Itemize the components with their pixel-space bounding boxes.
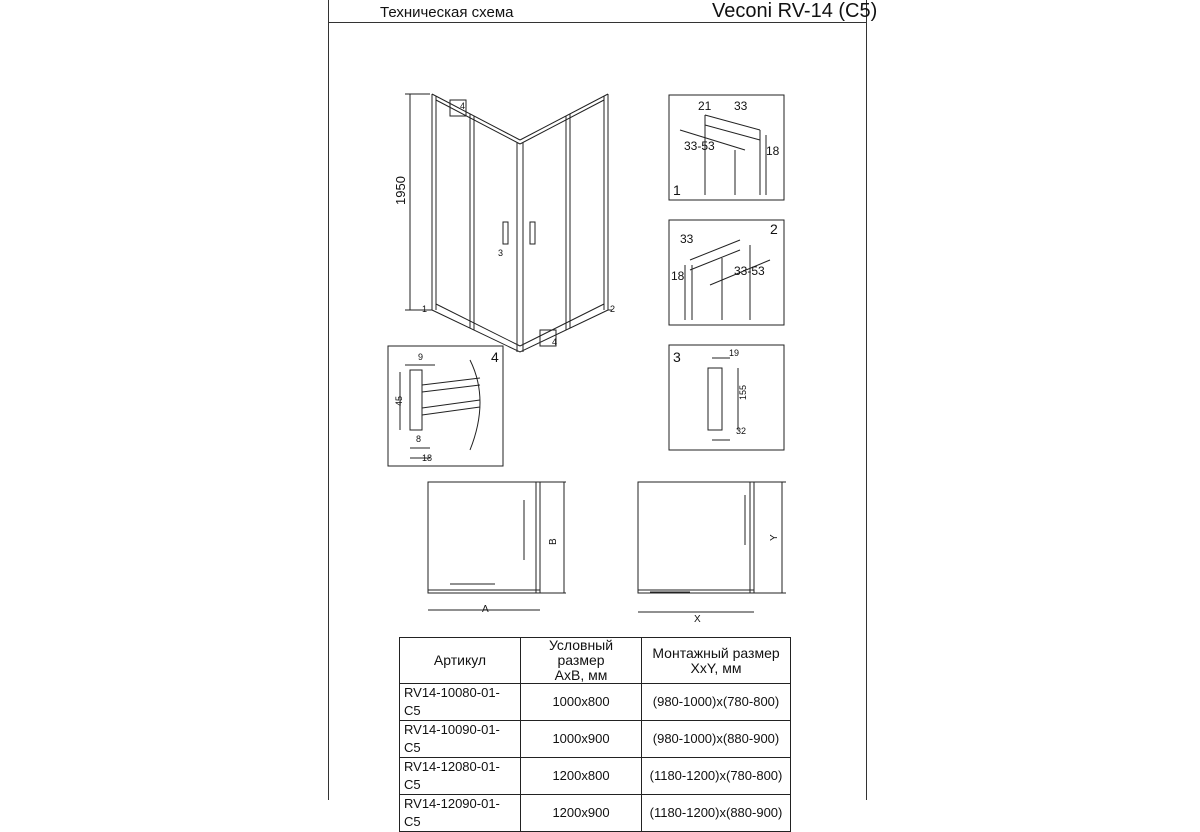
plan-right-dim-x: X (694, 614, 701, 625)
detail-2-dim-18: 18 (671, 269, 685, 283)
detail-2-profile (685, 240, 770, 320)
detail-1-dim-18: 18 (766, 144, 780, 158)
detail-1-number: 1 (673, 182, 681, 198)
detail-4-dim-8: 8 (416, 434, 422, 444)
table-row (400, 721, 791, 758)
detail-4-roller (400, 360, 480, 458)
detail-4-frame (388, 346, 503, 466)
header-nominal-size (521, 638, 642, 684)
detail-4-number: 4 (491, 349, 499, 365)
spec-table (399, 637, 791, 832)
nominal-size-cell: 1000x900 (521, 721, 642, 758)
detail-4-dim-45: 45 (394, 395, 404, 406)
detail-3-number: 3 (673, 349, 681, 365)
plan-left-dim-a: A (482, 604, 489, 615)
article-cell: RV14-12090-01-C5 (400, 795, 521, 832)
callout-2: 2 (610, 304, 616, 314)
callout-3: 3 (498, 248, 504, 258)
plan-left-dim-b: B (548, 538, 559, 545)
header-nominal-size-text: Условный размер AxB, мм (548, 637, 614, 683)
plan-view-right (638, 482, 786, 612)
header-mounting-size (642, 638, 791, 684)
nominal-size-cell: 1000x800 (521, 684, 642, 721)
detail-4-dim-9: 9 (418, 352, 424, 362)
table-row (400, 684, 791, 721)
plan-view-left (428, 482, 566, 610)
detail-4-dim-18: 18 (422, 453, 433, 463)
nominal-size-cell: 1200x800 (521, 758, 642, 795)
scheme-title: Техническая схема (380, 4, 514, 21)
shower-enclosure-view (405, 94, 612, 352)
mounting-size-cell: (1180-1200)x(880-900) (642, 795, 791, 832)
callout-4-top: 4 (460, 101, 466, 111)
mounting-size-cell: (980-1000)x(780-800) (642, 684, 791, 721)
nominal-size-cell: 1200x900 (521, 795, 642, 832)
article-cell: RV14-10090-01-C5 (400, 721, 521, 758)
detail-3-handle (708, 358, 738, 440)
callout-1: 1 (422, 304, 428, 314)
detail-2-dim-33: 33 (680, 232, 694, 246)
detail-2-dim-33-53: 33-53 (734, 264, 765, 278)
detail-1-dim-21: 21 (698, 99, 712, 113)
callout-4-bottom: 4 (552, 337, 558, 347)
article-cell: RV14-12080-01-C5 (400, 758, 521, 795)
detail-1-dim-33: 33 (734, 99, 748, 113)
detail-1-dim-33-53: 33-53 (684, 139, 715, 153)
table-row (400, 758, 791, 795)
mounting-size-cell: (1180-1200)x(780-800) (642, 758, 791, 795)
table-row (400, 795, 791, 832)
header-mounting-size-text: Монтажный размер XxY, мм (652, 644, 780, 676)
table-header-row (400, 638, 791, 684)
detail-3-dim-32: 32 (736, 426, 747, 436)
mounting-size-cell: (980-1000)x(880-900) (642, 721, 791, 758)
detail-1-profile (680, 115, 766, 195)
model-title: Veconi RV-14 (C5) (712, 0, 878, 22)
article-cell: RV14-10080-01-C5 (400, 684, 521, 721)
header-article: Артикул (400, 638, 521, 684)
detail-3-dim-19: 19 (729, 348, 740, 358)
detail-3-dim-155: 155 (738, 384, 748, 400)
detail-3-frame (669, 345, 784, 450)
right-handle-icon (530, 222, 535, 244)
detail-2-number: 2 (770, 221, 778, 237)
height-dimension: 1950 (393, 176, 408, 205)
left-handle-icon (503, 222, 508, 244)
plan-right-dim-y: Y (769, 534, 780, 541)
